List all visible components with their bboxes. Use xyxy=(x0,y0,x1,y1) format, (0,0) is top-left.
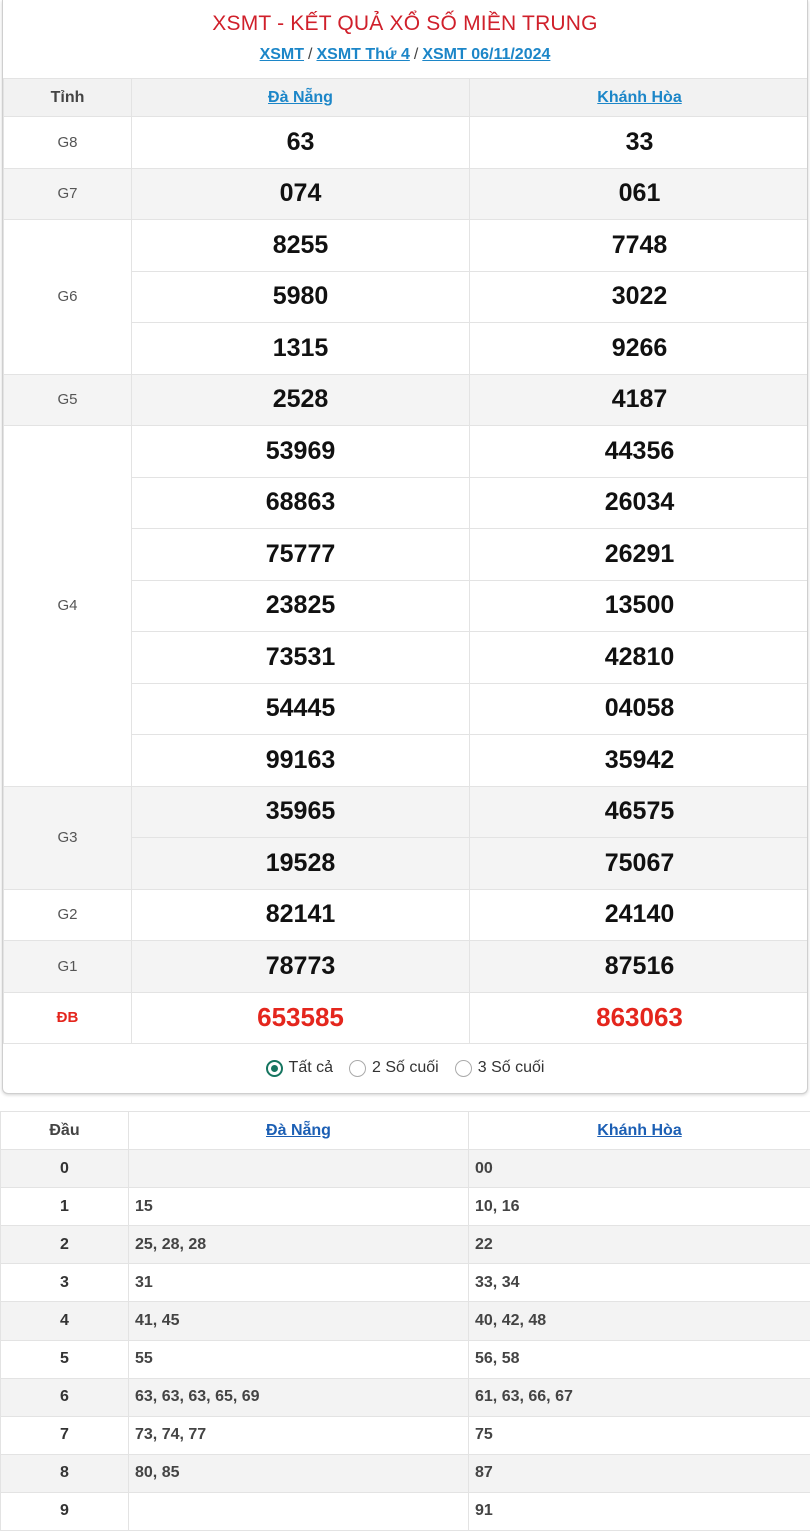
prize-number-khanh-hoa: 24140 xyxy=(470,889,809,941)
prize-number-da-nang: 8255 xyxy=(132,220,470,272)
prize-number-khanh-hoa: 42810 xyxy=(470,632,809,684)
loto-values-khanh-hoa: 87 xyxy=(469,1454,810,1492)
prize-number-khanh-hoa: 35942 xyxy=(470,735,809,787)
prize-number-da-nang: 82141 xyxy=(132,889,470,941)
filter-label: 2 Số cuối xyxy=(372,1059,439,1077)
prize-label: ĐB xyxy=(4,992,132,1044)
loto-values-da-nang: 25, 28, 28 xyxy=(129,1226,469,1264)
loto-head-digit: 9 xyxy=(1,1492,129,1530)
results-header xyxy=(3,0,807,78)
digit-filter xyxy=(3,1044,807,1092)
breadcrumb xyxy=(3,46,807,64)
loto-link-khanh-hoa[interactable]: Khánh Hòa xyxy=(597,1122,681,1139)
prize-number-da-nang: 5980 xyxy=(132,271,470,323)
results-header-row xyxy=(4,79,809,117)
loto-values-khanh-hoa: 91 xyxy=(469,1492,810,1530)
prize-number-da-nang: 23825 xyxy=(132,580,470,632)
prize-number-da-nang: 1315 xyxy=(132,323,470,375)
loto-link-da-nang[interactable]: Đà Nẵng xyxy=(266,1122,331,1139)
loto-row xyxy=(1,1378,810,1416)
loto-values-khanh-hoa: 10, 16 xyxy=(469,1188,810,1226)
loto-head-digit: 7 xyxy=(1,1416,129,1454)
loto-values-khanh-hoa: 75 xyxy=(469,1416,810,1454)
loto-values-khanh-hoa: 33, 34 xyxy=(469,1264,810,1302)
prize-row xyxy=(4,889,809,941)
prize-number-da-nang: 653585 xyxy=(132,992,470,1044)
loto-head-digit: 8 xyxy=(1,1454,129,1492)
prize-number-khanh-hoa: 9266 xyxy=(470,323,809,375)
prize-number-khanh-hoa: 46575 xyxy=(470,786,809,838)
prize-number-da-nang: 54445 xyxy=(132,683,470,735)
loto-row xyxy=(1,1454,810,1492)
loto-values-da-nang: 80, 85 xyxy=(129,1454,469,1492)
prize-number-khanh-hoa: 7748 xyxy=(470,220,809,272)
prize-number-da-nang: 75777 xyxy=(132,529,470,581)
prize-number-da-nang: 99163 xyxy=(132,735,470,787)
prize-number-da-nang: 63 xyxy=(132,117,470,169)
prize-row xyxy=(4,374,809,426)
prize-label: G2 xyxy=(4,889,132,941)
prize-number-da-nang: 53969 xyxy=(132,426,470,478)
loto-values-da-nang xyxy=(129,1492,469,1530)
prize-number-khanh-hoa: 87516 xyxy=(470,941,809,993)
prize-label: G1 xyxy=(4,941,132,993)
results-card xyxy=(2,0,808,1094)
breadcrumb-xsmt-date[interactable]: XSMT 06/11/2024 xyxy=(422,46,550,63)
filter-last-3[interactable] xyxy=(455,1059,545,1077)
loto-row xyxy=(1,1264,810,1302)
prize-number-khanh-hoa: 75067 xyxy=(470,838,809,890)
loto-values-da-nang: 41, 45 xyxy=(129,1302,469,1340)
loto-head-digit: 0 xyxy=(1,1150,129,1188)
loto-values-da-nang: 73, 74, 77 xyxy=(129,1416,469,1454)
breadcrumb-xsmt[interactable]: XSMT xyxy=(260,46,304,63)
prize-row xyxy=(4,992,809,1044)
prize-number-da-nang: 074 xyxy=(132,168,470,220)
filter-label: 3 Số cuối xyxy=(478,1059,545,1077)
loto-values-da-nang: 55 xyxy=(129,1340,469,1378)
prize-row xyxy=(4,786,809,838)
breadcrumb-xsmt-thu-4[interactable]: XSMT Thứ 4 xyxy=(316,46,409,63)
loto-values-khanh-hoa: 61, 63, 66, 67 xyxy=(469,1378,810,1416)
loto-values-khanh-hoa: 00 xyxy=(469,1150,810,1188)
province-link-khanh-hoa[interactable]: Khánh Hòa xyxy=(597,89,681,106)
prize-number-khanh-hoa: 04058 xyxy=(470,683,809,735)
radio-checked-icon[interactable] xyxy=(266,1060,283,1077)
filter-last-2[interactable] xyxy=(349,1059,439,1077)
prize-label: G7 xyxy=(4,168,132,220)
loto-values-da-nang: 31 xyxy=(129,1264,469,1302)
prize-number-khanh-hoa: 3022 xyxy=(470,271,809,323)
loto-row xyxy=(1,1188,810,1226)
page-title: XSMT - KẾT QUẢ XỔ SỐ MIỀN TRUNG xyxy=(3,0,807,46)
prize-number-da-nang: 2528 xyxy=(132,374,470,426)
prize-number-da-nang: 19528 xyxy=(132,838,470,890)
prize-number-da-nang: 73531 xyxy=(132,632,470,684)
loto-row xyxy=(1,1150,810,1188)
prize-number-khanh-hoa: 13500 xyxy=(470,580,809,632)
filter-label: Tất cả xyxy=(289,1059,333,1077)
loto-head-digit: 1 xyxy=(1,1188,129,1226)
prize-label: G5 xyxy=(4,374,132,426)
loto-row xyxy=(1,1340,810,1378)
loto-head-digit: 6 xyxy=(1,1378,129,1416)
prize-number-khanh-hoa: 26034 xyxy=(470,477,809,529)
loto-row xyxy=(1,1492,810,1530)
radio-unchecked-icon[interactable] xyxy=(349,1060,366,1077)
province-link-da-nang[interactable]: Đà Nẵng xyxy=(268,89,333,106)
loto-values-khanh-hoa: 56, 58 xyxy=(469,1340,810,1378)
prize-row xyxy=(4,220,809,272)
prize-label: G8 xyxy=(4,117,132,169)
breadcrumb-separator: / xyxy=(308,46,312,63)
prize-number-khanh-hoa: 863063 xyxy=(470,992,809,1044)
column-dau: Đầu xyxy=(1,1112,129,1150)
column-da-nang xyxy=(129,1112,469,1150)
column-khanh-hoa xyxy=(469,1112,810,1150)
prize-row xyxy=(4,117,809,169)
prize-number-da-nang: 78773 xyxy=(132,941,470,993)
loto-row xyxy=(1,1302,810,1340)
prize-label: G4 xyxy=(4,426,132,787)
loto-values-da-nang xyxy=(129,1150,469,1188)
loto-head-digit: 2 xyxy=(1,1226,129,1264)
loto-values-da-nang: 15 xyxy=(129,1188,469,1226)
prize-number-da-nang: 68863 xyxy=(132,477,470,529)
loto-values-khanh-hoa: 40, 42, 48 xyxy=(469,1302,810,1340)
loto-header-row xyxy=(1,1112,810,1150)
prize-number-khanh-hoa: 33 xyxy=(470,117,809,169)
prize-number-khanh-hoa: 44356 xyxy=(470,426,809,478)
radio-unchecked-icon[interactable] xyxy=(455,1060,472,1077)
prize-row xyxy=(4,941,809,993)
column-khanh-hoa xyxy=(470,79,809,117)
loto-head-digit: 4 xyxy=(1,1302,129,1340)
prize-row xyxy=(4,426,809,478)
results-table xyxy=(3,78,808,1044)
filter-all[interactable] xyxy=(266,1059,333,1077)
loto-values-da-nang: 63, 63, 63, 65, 69 xyxy=(129,1378,469,1416)
breadcrumb-separator: / xyxy=(414,46,418,63)
loto-head-digit: 5 xyxy=(1,1340,129,1378)
prize-number-da-nang: 35965 xyxy=(132,786,470,838)
prize-label: G6 xyxy=(4,220,132,375)
prize-number-khanh-hoa: 26291 xyxy=(470,529,809,581)
loto-table xyxy=(0,1111,810,1531)
loto-row xyxy=(1,1226,810,1264)
column-da-nang xyxy=(132,79,470,117)
prize-label: G3 xyxy=(4,786,132,889)
column-tinh: Tỉnh xyxy=(4,79,132,117)
prize-row xyxy=(4,168,809,220)
loto-head-digit: 3 xyxy=(1,1264,129,1302)
loto-values-khanh-hoa: 22 xyxy=(469,1226,810,1264)
loto-row xyxy=(1,1416,810,1454)
prize-number-khanh-hoa: 4187 xyxy=(470,374,809,426)
prize-number-khanh-hoa: 061 xyxy=(470,168,809,220)
